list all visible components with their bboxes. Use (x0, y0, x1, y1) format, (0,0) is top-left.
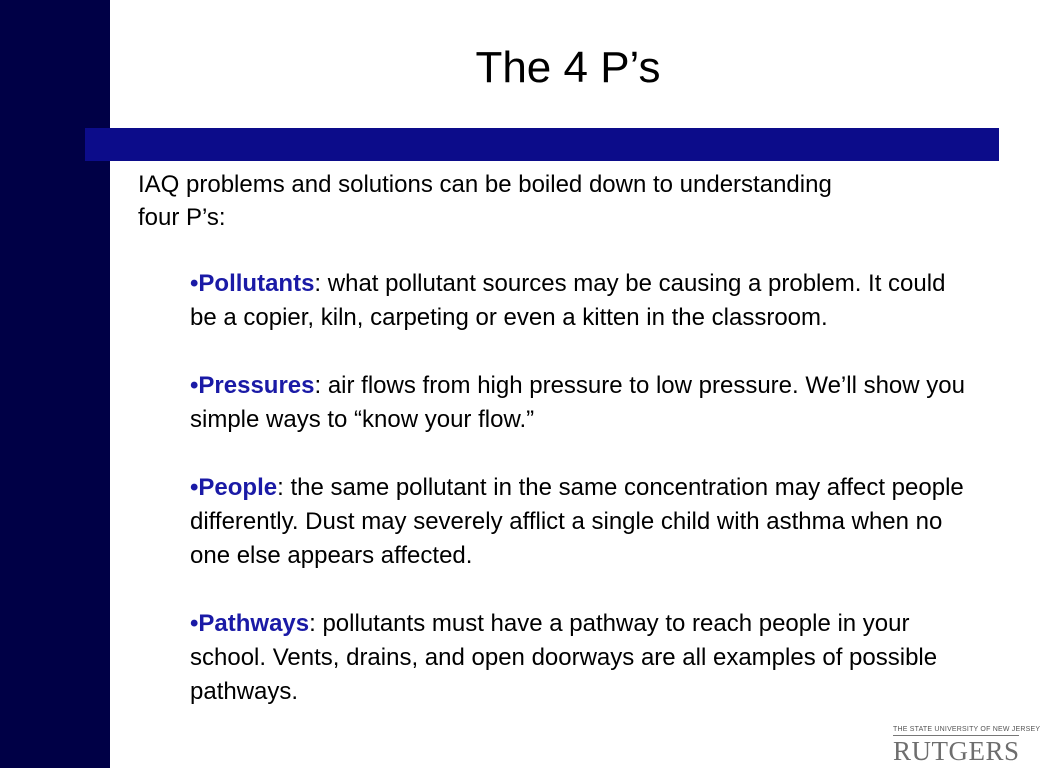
logo-top-text: THE STATE UNIVERSITY OF NEW JERSEY (893, 725, 1019, 736)
left-sidebar-bar (0, 0, 110, 768)
term-people: People (198, 474, 278, 501)
term-pathways: Pathways (198, 610, 310, 637)
intro-text: IAQ problems and solutions can be boiled down to understanding four P’s: (138, 171, 832, 231)
description-pressures: : air flows from high pressure to low pressure. We’ll show you simple ways to “know your flow.” (190, 372, 965, 433)
bullet-icon: • (190, 610, 199, 637)
bullet-icon: • (190, 270, 199, 297)
list-item-people (190, 471, 970, 573)
bullet-icon: • (190, 474, 199, 501)
rutgers-logo (893, 725, 1040, 766)
logo-main-text: RUTGERS (893, 736, 1020, 766)
slide-title (110, 40, 1024, 96)
term-pressures: Pressures (198, 372, 315, 399)
term-pollutants: Pollutants (198, 270, 315, 297)
four-ps-list (190, 267, 970, 743)
slide-title-text: The 4 P’s (475, 43, 661, 92)
list-item-pollutants (190, 267, 970, 335)
description-pathways: : pollutants must have a pathway to reach people in your school. Vents, drains, and open doorways are all examples of possible pathways. (190, 610, 938, 705)
title-underline-bar (85, 128, 999, 161)
description-pollutants: : what pollutant sources may be causing a problem. It could be a copier, kiln, carpeting or even a kitten in the classroom. (190, 270, 946, 331)
list-item-pressures (190, 369, 970, 437)
description-people: : the same pollutant in the same concentration may affect people differently. Dust may severely afflict a single child with asthma when no one else appears affected. (190, 474, 964, 569)
bullet-icon: • (190, 372, 199, 399)
list-item-pathways (190, 607, 970, 709)
